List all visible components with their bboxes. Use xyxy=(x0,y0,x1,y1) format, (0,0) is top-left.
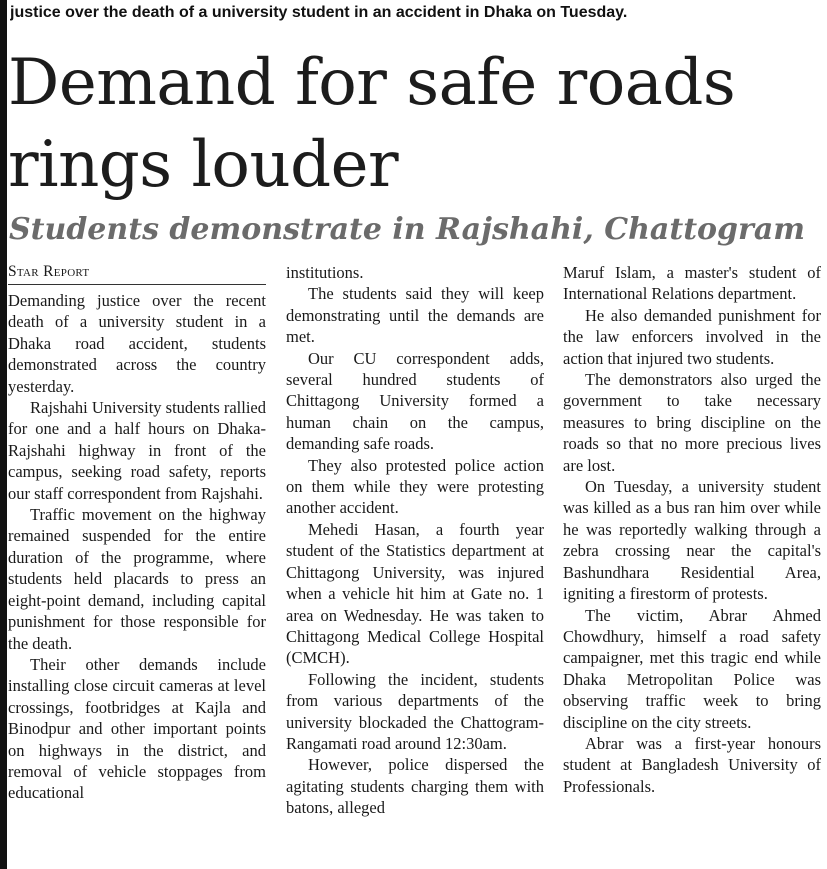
paragraph: The students said they will keep demonstrating until the demands are met. xyxy=(286,284,544,347)
paragraph: He also demanded punishment for the law enforcers involved in the action that injured two students. xyxy=(563,305,821,368)
article-column-1 xyxy=(8,262,266,862)
paragraph: institutions. xyxy=(286,263,364,282)
subheadline: Students demonstrate in Rajshahi, Chattogram xyxy=(9,212,806,247)
paragraph: Their other demands include installing close circuit cameras at level crossings, footbridges at Kajla and Binodpur and other important points on highways in the district, and removal of vehicle stoppages from educational xyxy=(8,654,266,803)
paragraph: Our CU correspondent adds, several hundred students of Chittagong University formed a human chain on the campus, demanding safe roads. xyxy=(286,348,544,454)
paragraph: The demonstrators also urged the government to take necessary measures to bring discipline on the roads so that no more precious lives are lost. xyxy=(563,370,821,475)
paragraph: Rajshahi University students rallied for one and a half hours on Dhaka-Rajshahi highway in front of the campus, seeking road safety, reports our staff correspondent from Rajshahi. xyxy=(8,398,266,503)
paragraph: However, police dispersed the agitating students charging them with batons, alleged xyxy=(286,755,544,818)
paragraph: Maruf Islam, a master's student of International Relations department. xyxy=(563,263,821,304)
article-column-3 xyxy=(563,262,821,862)
byline: Star Report xyxy=(8,262,266,285)
paragraph: Demanding justice over the recent death of a university student in a Dhaka road accident, students demonstrated across the country yesterday. xyxy=(8,291,266,396)
paragraph: The victim, Abrar Ahmed Chowdhury, himself a road safety campaigner, met this tragic end while Dhaka Metropolitan Police was observing traffic week to bring discipline on the city streets. xyxy=(563,605,821,732)
photo-caption: justice over the death of a university student in an accident in Dhaka on Tuesday. xyxy=(10,4,628,21)
paragraph: Abrar was a first-year honours student at Bangladesh University of Professionals. xyxy=(563,733,821,796)
paragraph: Mehedi Hasan, a fourth year student of the Statistics department at Chittagong University, was injured when a vehicle hit him at Gate no. 1 area on Wednesday. He was taken to Chittagong Medical College Hospital (CMCH). xyxy=(286,519,544,668)
page-edge-bar xyxy=(0,0,7,869)
paragraph: On Tuesday, a university student was killed as a bus ran him over while he was reportedly walking through a zebra crossing near the capital's Bashundhara Residential Area, igniting a firestorm of protests. xyxy=(563,477,821,604)
paragraph: Traffic movement on the highway remained suspended for the entire duration of the programme, where students held placards to press an eight-point demand, including capital punishment for those responsible for the death. xyxy=(8,505,266,653)
article-column-2 xyxy=(286,262,544,862)
paragraph: Following the incident, students from various departments of the university blockaded the Chattogram-Rangamati road around 12:30am. xyxy=(286,669,544,753)
paragraph: They also protested police action on them while they were protesting another accident. xyxy=(286,455,544,518)
headline: Demand for safe roads rings louder xyxy=(8,46,736,202)
